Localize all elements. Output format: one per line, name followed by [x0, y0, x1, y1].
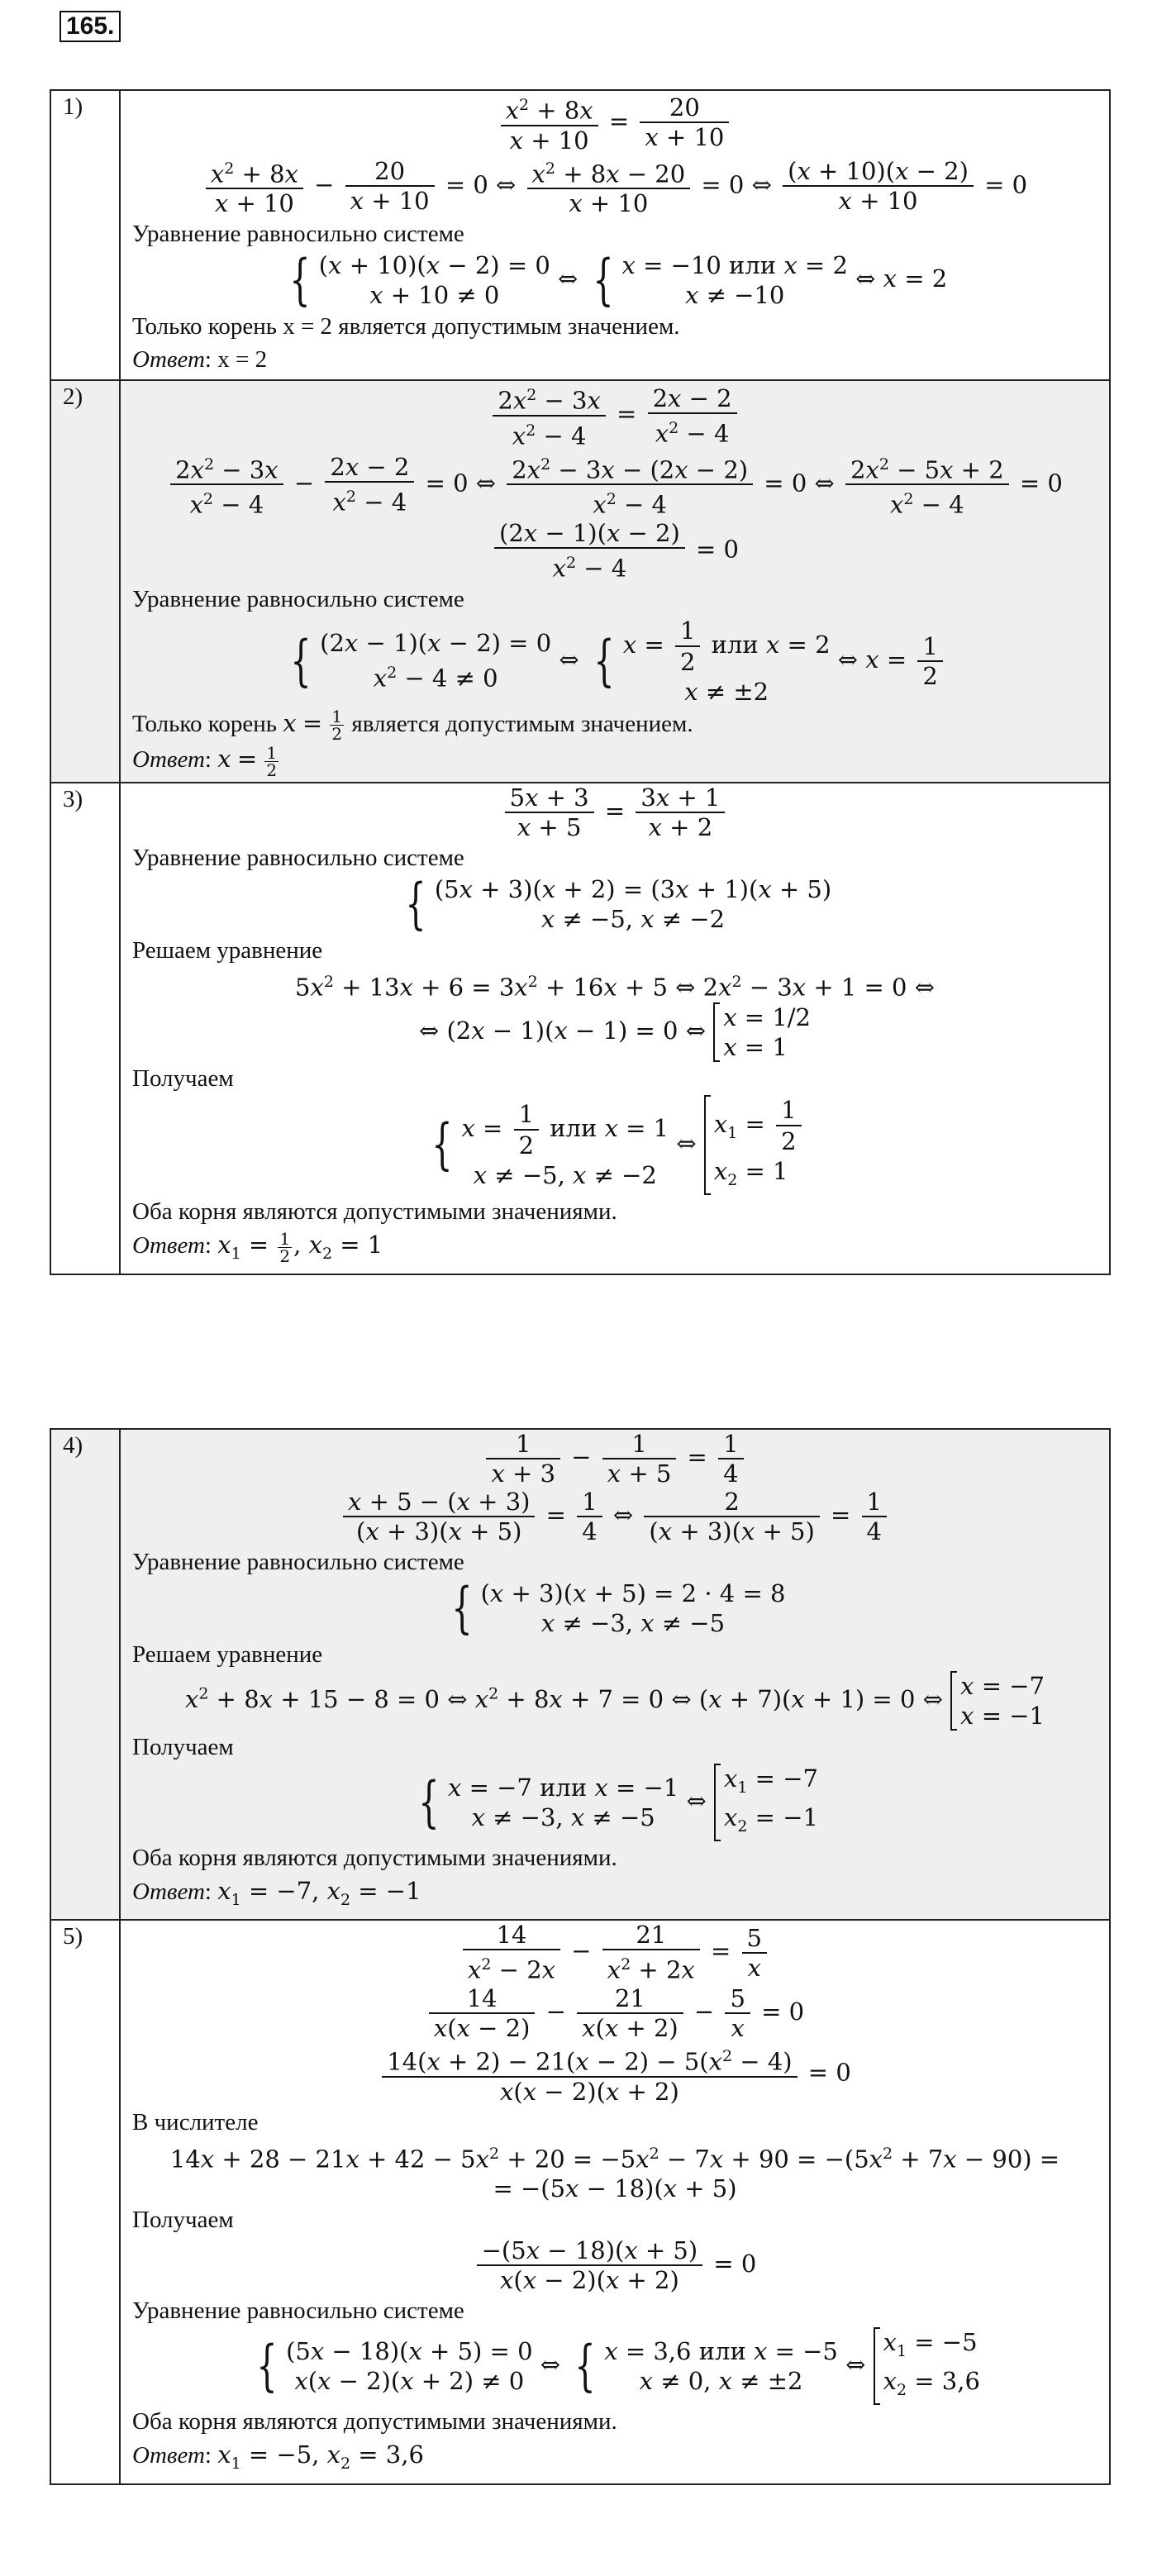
equation-line: $\frac{1}{x + 3}$ − $\frac{1}{x + 5}$ = $\frac{1}{4}$: [131, 1430, 1099, 1488]
answer-line: Ответ: x = 2: [132, 346, 268, 374]
equation-line: $\frac{5x + 3}{x + 5}$ = $\frac{3x + 1}{x + 2}$: [131, 783, 1099, 841]
part-number: 2): [50, 380, 120, 783]
part-body: [120, 90, 1110, 380]
equation-line: ⇔ (2x − 1)(x − 1) = 0 ⇔ x = 1/2 x = 1: [418, 1002, 812, 1061]
part-number: 5): [50, 1920, 120, 2483]
system-line: { (5x + 3)(x + 2) = (3x + 1)(x + 5) x ≠ −5, x ≠ −2: [405, 872, 832, 936]
system-line: { (2x − 1)(x − 2) = 0 $x^2 - 4 \ne 0$ ⇔ { x = $\frac{1}{2}$ или x = 2 x ≠ ±2 ⇔ x = $\frac{1}{2}$: [131, 616, 1099, 707]
text-line: Решаем уравнение: [132, 1641, 323, 1668]
problem-number: 165.: [60, 11, 121, 42]
equation-line: $x^2 + 8x + 15 - 8 = 0$ ⇔ $x^2 + 8x + 7 = 0$ ⇔ (x + 7)(x + 1) = 0 ⇔ x = −7 x = −1: [185, 1672, 1045, 1730]
equation-line: $\frac{14}{x^2 - 2x}$ − $\frac{21}{x^2 + 2x}$ = $\frac{5}{x}$: [131, 1921, 1099, 1984]
equation-line: $\frac{x + 5 - (x + 3)}{(x + 3)(x + 5)}$ = $\frac{1}{4}$ ⇔ $\frac{2}{(x + 3)(x + 5)}$ = $\frac{1}{4}$: [131, 1488, 1099, 1545]
part-2: [50, 380, 1110, 783]
part-1: [50, 90, 1110, 380]
equation-line: $14x + 28 - 21x + 42 - 5x^2 + 20 = -5x^2 - 7x + 90 = -(5x^2 + 7x - 90)$ =: [169, 2144, 1060, 2174]
solution-table-1: [50, 89, 1111, 1275]
part-5: [50, 1920, 1110, 2483]
equation-line: $\frac{-(5x - 18)(x + 5)}{x(x - 2)(x + 2)}$ = 0: [131, 2236, 1099, 2294]
text-line: Уравнение равносильно системе: [132, 845, 464, 872]
answer-label: Ответ: [132, 346, 205, 374]
text-line: Уравнение равносильно системе: [132, 585, 464, 612]
part-number: 1): [50, 90, 120, 380]
part-3: [50, 783, 1110, 1274]
equation-line: $\frac{x^2 + 8x}{x + 10}$ = $\frac{20}{x + 10}$: [131, 91, 1099, 155]
text-line: Получаем: [132, 1734, 234, 1760]
part-number: 3): [50, 783, 120, 1274]
part-4: [50, 1429, 1110, 1920]
system-line: { (x + 10)(x − 2) = 0 x + 10 ≠ 0 ⇔ { x = −10 или x = 2 x ≠ −10 ⇔ x = 2: [289, 248, 948, 312]
equation-line: $\frac{14}{x(x - 2)}$ − $\frac{21}{x(x + 2)}$ − $\frac{5}{x}$ = 0: [131, 1984, 1099, 2042]
system-line: { x = $\frac{1}{2}$ или x = 1 x ≠ −5, x ≠ −2 ⇔ $x_1$ = $\frac{1}{2}$ $x_2 = 1$: [131, 1095, 1099, 1195]
text-line: Решаем уравнение: [132, 937, 323, 964]
equation-line: $\frac{(2x - 1)(x - 2)}{x^2 - 4}$ = 0: [131, 519, 1099, 583]
solution-table-2: [50, 1428, 1111, 2485]
part-body: [120, 1920, 1110, 2483]
system-line: { (x + 3)(x + 5) = 2 · 4 = 8 x ≠ −3, x ≠ −5: [450, 1576, 786, 1640]
text-line: Получаем: [132, 1064, 234, 1092]
equation-line: $\frac{x^2 + 8x}{x + 10}$ − $\frac{20}{x + 10}$ = 0 ⇔ $\frac{x^2 + 8x - 20}{x + 10}$ = 0 ⇔ $\frac{(x + 10)(x - 2)}{x + 10}$ = 0: [131, 155, 1099, 218]
system-line: { (5x − 18)(x + 5) = 0 x(x − 2)(x + 2) ≠ 0 ⇔ { x = 3,6 или x = −5 x ≠ 0, x ≠ ±2 ⇔ $x_1 = -5$ $x_2 = 3,6$: [131, 2327, 1099, 2405]
text-line: Оба корня являются допустимыми значениями.: [132, 1198, 617, 1225]
equation-line: $\frac{2x^2 - 3x}{x^2 - 4}$ − $\frac{2x - 2}{x^2 - 4}$ = 0 ⇔ $\frac{2x^2 - 3x - (2x - 2)}{x^2 - 4}$ = 0 ⇔ $\frac{2x^2 - 5x + 2}{x^2 - 4}$ = 0: [131, 450, 1099, 519]
text-line: Оба корня являются допустимыми значениями.: [132, 1844, 617, 1871]
equation-line: $5x^2 + 13x + 6 = 3x^2 + 16x + 5$ ⇔ $2x^2 - 3x + 1 = 0$ ⇔: [295, 973, 935, 1002]
answer-line: Ответ: $x_1 = -5$, $x_2 = 3,6$: [132, 2440, 424, 2473]
system-line: { x = −7 или x = −1 x ≠ −3, x ≠ −5 ⇔ $x_1 = -7$ $x_2 = -1$: [131, 1764, 1099, 1841]
part-body: [120, 783, 1110, 1274]
equation-line: $\frac{14(x + 2) - 21(x - 2) - 5(x^2 - 4)}{x(x - 2)(x + 2)}$ = 0: [131, 2042, 1099, 2106]
text-line: Только корень x = 2 является допустимым значением.: [132, 313, 680, 340]
answer-line: Ответ: x = $\frac{1}{2}$: [132, 743, 278, 781]
text-line: Только корень x = $\frac{1}{2}$ является допустимым значением.: [132, 707, 693, 745]
equation-line: = −(5x − 18)(x + 5): [493, 2174, 737, 2203]
text-line: Оба корня являются допустимыми значениями.: [132, 2407, 617, 2435]
text-line: В числителе: [132, 2108, 259, 2136]
equation-line: $\frac{2x^2 - 3x}{x^2 - 4}$ = $\frac{2x - 2}{x^2 - 4}$: [131, 381, 1099, 450]
text-line: Уравнение равносильно системе: [132, 1549, 464, 1575]
part-body: [120, 1429, 1110, 1920]
text-line: Получаем: [132, 2207, 234, 2234]
part-number: 4): [50, 1429, 120, 1920]
answer-line: Ответ: $x_1 = -7$, $x_2 = -1$: [132, 1876, 421, 1909]
text-line: Уравнение равносильно системе: [132, 221, 464, 248]
text-line: Уравнение равносильно системе: [132, 2297, 464, 2325]
part-body: [120, 380, 1110, 783]
answer-line: Ответ: $x_1$ = $\frac{1}{2}$ , $x_2 = 1$: [132, 1228, 383, 1266]
